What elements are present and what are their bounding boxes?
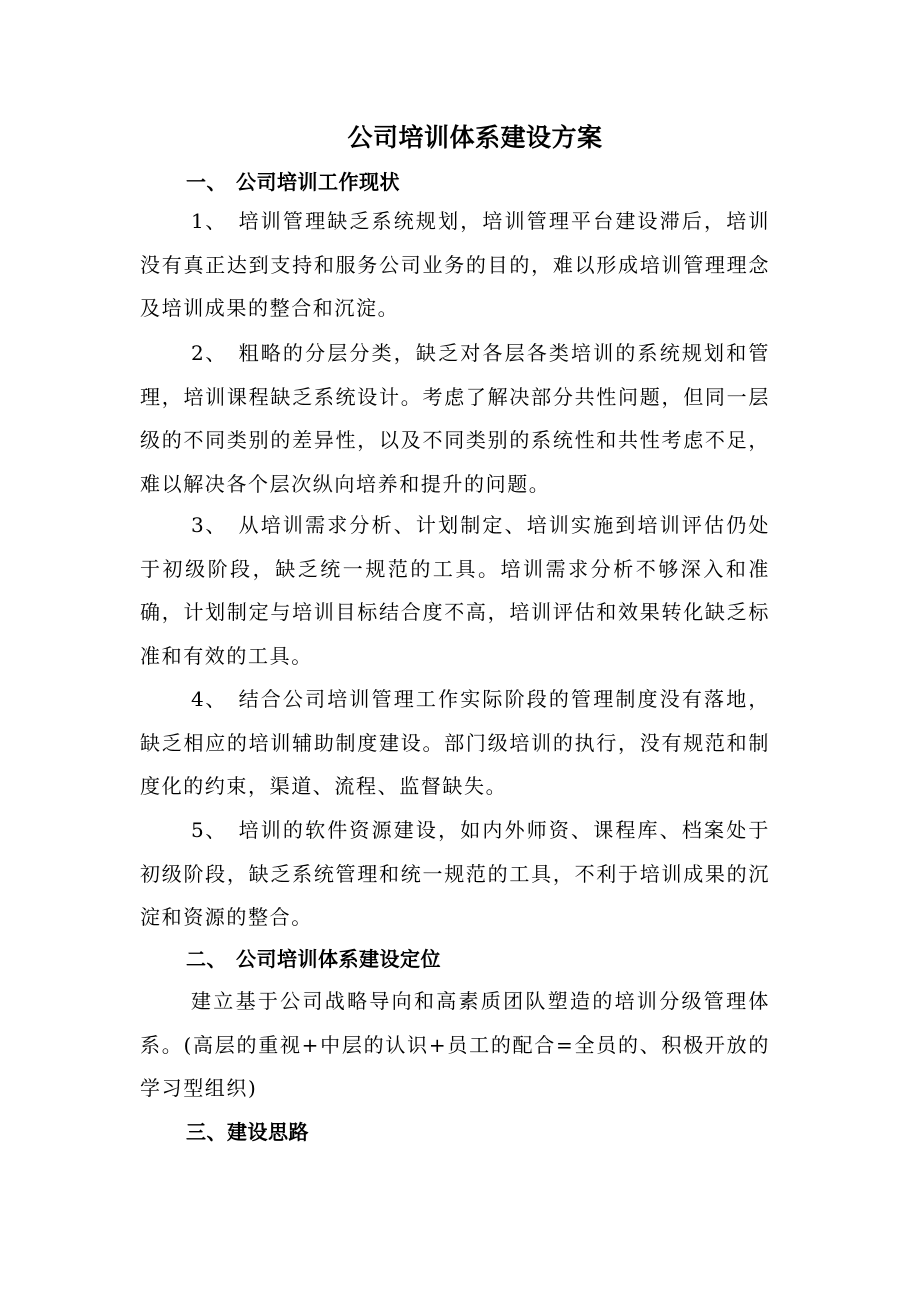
section-1-item-4 [140, 678, 770, 809]
item-4-number: 4、 [191, 687, 227, 711]
section-1-number: 一、 [186, 170, 227, 194]
item-1-number: 1、 [191, 209, 227, 233]
section-1-item-2 [140, 332, 770, 506]
item-4-text: 结合公司培训管理工作实际阶段的管理制度没有落地，缺乏相应的培训辅助制度建设。部门级培训的执行，没有规范和制度化的约束，渠道、流程、监督缺失。 [140, 687, 770, 798]
item-2-number: 2、 [191, 341, 227, 365]
section-1-heading [186, 167, 400, 197]
section-1-item-1 [140, 200, 770, 331]
section-1-title: 公司培训工作现状 [236, 170, 400, 194]
section-2-title: 公司培训体系建设定位 [236, 947, 441, 971]
item-5-number: 5、 [191, 818, 227, 842]
item-3-text: 从培训需求分析、计划制定、培训实施到培训评估仍处于初级阶段，缺乏统一规范的工具。培训需求分析不够深入和准确，计划制定与培训目标结合度不高，培训评估和效果转化缺乏标准和有效的工具。 [140, 513, 770, 668]
section-2-heading [186, 944, 441, 974]
section-2-text: 建立基于公司战略导向和高素质团队塑造的培训分级管理体系。(高层的重视+中层的认识+员工的配合=全员的、积极开放的学习型组织) [140, 989, 770, 1100]
item-2-text: 粗略的分层分类，缺乏对各层各类培训的系统规划和管理，培训课程缺乏系统设计。考虑了解决部分共性问题，但同一层级的不同类别的差异性，以及不同类别的系统性和共性考虑不足，难以解决各个层次纵向培养和提升的问题。 [140, 341, 770, 496]
document-title: 公司培训体系建设方案 [347, 123, 603, 152]
section-3-heading: 三、建设思路 [186, 1120, 309, 1144]
section-1-item-5 [140, 809, 770, 940]
item-5-text: 培训的软件资源建设，如内外师资、课程库、档案处于初级阶段，缺乏系统管理和统一规范的工具，不利于培训成果的沉淀和资源的整合。 [140, 818, 770, 929]
item-1-text: 培训管理缺乏系统规划，培训管理平台建设滞后，培训没有真正达到支持和服务公司业务的目的，难以形成培训管理理念及培训成果的整合和沉淀。 [140, 209, 770, 320]
section-2-number: 二、 [186, 947, 227, 971]
item-3-number: 3、 [191, 513, 227, 537]
section-1-item-3 [140, 504, 770, 678]
